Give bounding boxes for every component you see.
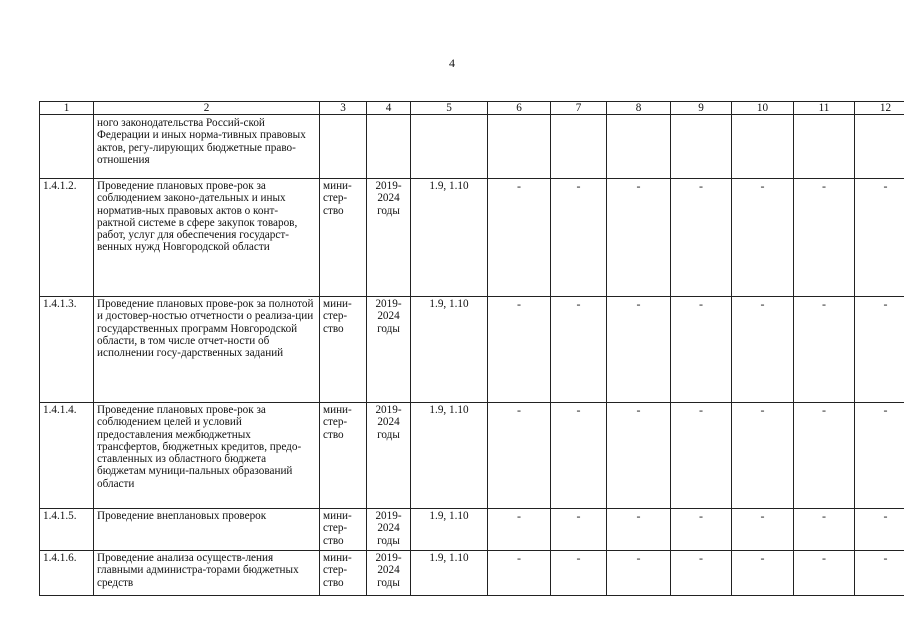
value-cell: -	[794, 403, 855, 509]
value-cell: -	[607, 509, 671, 551]
value-cell: -	[732, 551, 794, 596]
column-header-8: 8	[607, 102, 671, 115]
value-cell: -	[794, 551, 855, 596]
column-header-9: 9	[671, 102, 732, 115]
value-cell: -	[855, 179, 904, 297]
indicator: 1.9, 1.10	[411, 403, 488, 509]
value-cell: -	[732, 509, 794, 551]
table-row	[40, 179, 904, 297]
executor: мини-стер-ство	[320, 509, 367, 551]
value-cell: -	[671, 179, 732, 297]
value-cell: -	[794, 509, 855, 551]
column-header-12: 12	[855, 102, 904, 115]
activity-name: Проведение анализа осуществ-ления главными администра-торами бюджетных средств	[94, 551, 320, 596]
value-cell: -	[855, 509, 904, 551]
column-header-4: 4	[367, 102, 411, 115]
value-cell: -	[488, 297, 551, 403]
column-header-11: 11	[794, 102, 855, 115]
value-cell: -	[855, 297, 904, 403]
indicator: 1.9, 1.10	[411, 179, 488, 297]
executor: мини-стер-ство	[320, 179, 367, 297]
column-header-2: 2	[94, 102, 320, 115]
column-header-6: 6	[488, 102, 551, 115]
activity-name: Проведение внеплановых проверок	[94, 509, 320, 551]
indicator: 1.9, 1.10	[411, 509, 488, 551]
value-cell: -	[607, 403, 671, 509]
table-cell	[607, 115, 671, 179]
value-cell: -	[551, 297, 607, 403]
column-number-row	[40, 102, 904, 115]
table-cell	[40, 115, 94, 179]
indicator: 1.9, 1.10	[411, 551, 488, 596]
value-cell: -	[732, 403, 794, 509]
column-header-3: 3	[320, 102, 367, 115]
value-cell: -	[607, 179, 671, 297]
continuation-text: ного законодательства Россий-ской Федерации и иных норма-тивных правовых актов, регу-лирующих бюджетные право-отношения	[94, 115, 320, 179]
value-cell: -	[488, 509, 551, 551]
term: 2019-2024 годы	[367, 551, 411, 596]
table-cell	[794, 115, 855, 179]
row-number: 1.4.1.4.	[40, 403, 94, 509]
column-header-1: 1	[40, 102, 94, 115]
value-cell: -	[855, 551, 904, 596]
column-header-7: 7	[551, 102, 607, 115]
value-cell: -	[671, 551, 732, 596]
table-cell	[488, 115, 551, 179]
value-cell: -	[794, 297, 855, 403]
indicator: 1.9, 1.10	[411, 297, 488, 403]
row-number: 1.4.1.3.	[40, 297, 94, 403]
activity-name: Проведение плановых прове-рок за полнотой и достовер-ностью отчетности о реализа-ции государственных программ Новгородской области, в том числе отчет-ности об исполнении госу-дарственных заданий	[94, 297, 320, 403]
table-cell	[320, 115, 367, 179]
term: 2019-2024 годы	[367, 509, 411, 551]
program-activities-table	[39, 101, 904, 596]
value-cell: -	[551, 403, 607, 509]
value-cell: -	[551, 179, 607, 297]
activity-name: Проведение плановых прове-рок за соблюдением законо-дательных и иных норматив-ных правовых актов о конт-рактной системе в сфере закупок товаров, работ, услуг для обеспечения государст-венных нужд Новгородской области	[94, 179, 320, 297]
table-cell	[411, 115, 488, 179]
row-number: 1.4.1.6.	[40, 551, 94, 596]
table-cell	[671, 115, 732, 179]
continuation-row	[40, 115, 904, 179]
row-number: 1.4.1.2.	[40, 179, 94, 297]
term: 2019-2024 годы	[367, 179, 411, 297]
executor: мини-стер-ство	[320, 551, 367, 596]
value-cell: -	[607, 297, 671, 403]
executor: мини-стер-ство	[320, 403, 367, 509]
table-row	[40, 403, 904, 509]
value-cell: -	[671, 403, 732, 509]
table-row	[40, 551, 904, 596]
table-cell	[732, 115, 794, 179]
value-cell: -	[794, 179, 855, 297]
row-number: 1.4.1.5.	[40, 509, 94, 551]
column-header-5: 5	[411, 102, 488, 115]
page-number: 4	[449, 56, 455, 70]
value-cell: -	[551, 551, 607, 596]
value-cell: -	[488, 551, 551, 596]
executor: мини-стер-ство	[320, 297, 367, 403]
value-cell: -	[551, 509, 607, 551]
value-cell: -	[732, 179, 794, 297]
column-header-10: 10	[732, 102, 794, 115]
activity-name: Проведение плановых прове-рок за соблюдением целей и условий предоставления межбюджетных трансфертов, бюджетных кредитов, предо-ставленных из областного бюджета бюджетам муници-пальных образований области	[94, 403, 320, 509]
value-cell: -	[488, 403, 551, 509]
table-cell	[367, 115, 411, 179]
table-cell	[551, 115, 607, 179]
value-cell: -	[671, 509, 732, 551]
value-cell: -	[488, 179, 551, 297]
table-cell	[855, 115, 904, 179]
value-cell: -	[671, 297, 732, 403]
term: 2019-2024 годы	[367, 297, 411, 403]
value-cell: -	[607, 551, 671, 596]
term: 2019-2024 годы	[367, 403, 411, 509]
value-cell: -	[732, 297, 794, 403]
value-cell: -	[855, 403, 904, 509]
table-row	[40, 297, 904, 403]
table-row	[40, 509, 904, 551]
